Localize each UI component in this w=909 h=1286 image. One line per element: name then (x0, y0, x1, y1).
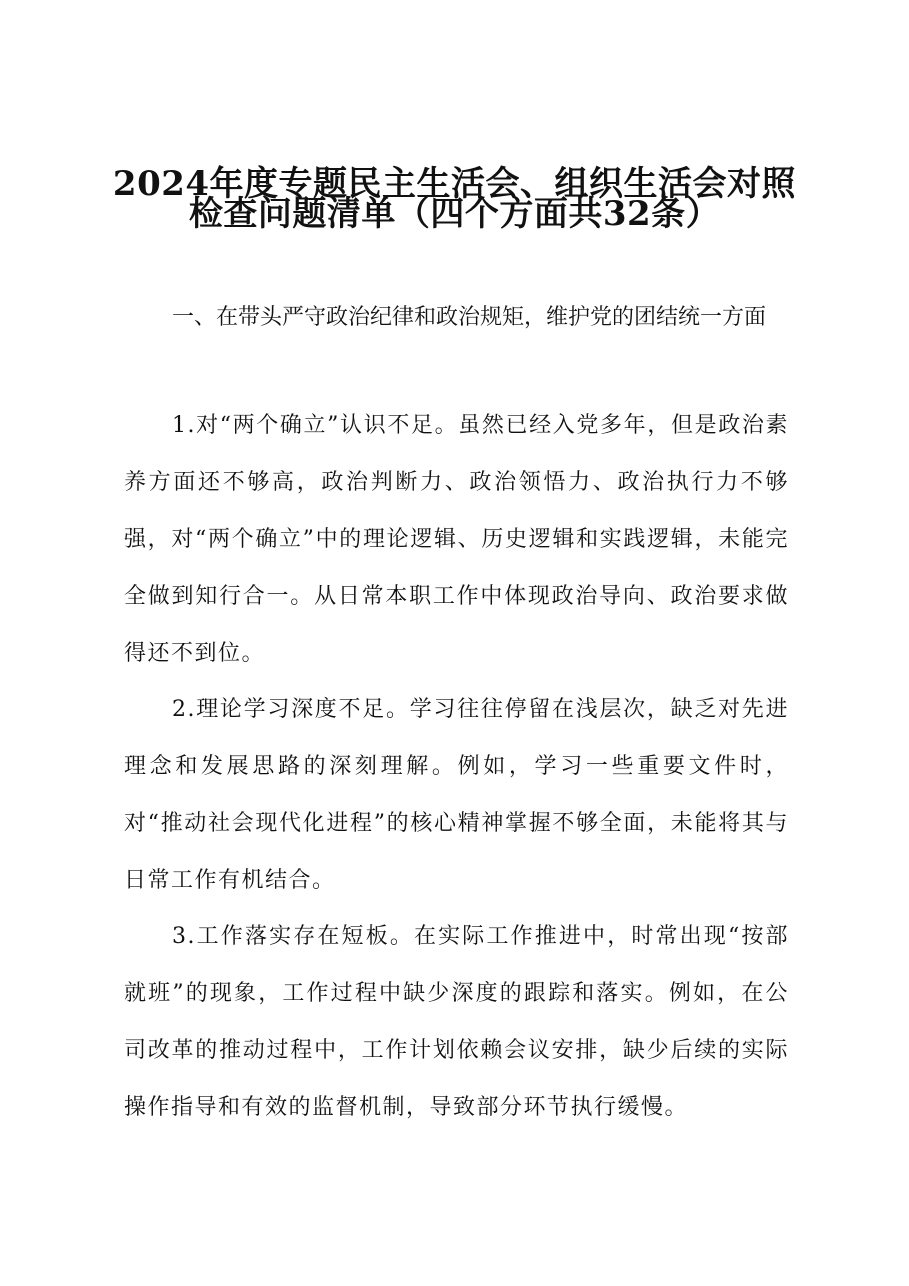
document-title-line-2: 检查问题清单（四个方面共32条） (188, 194, 721, 234)
section-heading: 一、在带头严守政治纪律和政治规矩，维护党的团结统一方面 (172, 305, 767, 330)
paragraph-2: 2.理论学习深度不足。学习往往停留在浅层次，缺乏对先进理念和发展思路的深刻理解。例如，学习一些重要文件时，对“推动社会现代化进程”的核心精神掌握不够全面，未能将其与日常工作有机结合。 (124, 697, 789, 893)
document-title-line-1: 2024年度专题民主生活会、组织生活会对照 (112, 164, 797, 204)
paragraph-3: 3.工作落实存在短板。在实际工作推进中，时常出现“按部就班”的现象，工作过程中缺少深度的跟踪和落实。例如，在公司改革的推动过程中，工作计划依赖会议安排，缺少后续的实际操作指导和有效的监督机制，导致部分环节执行缓慢。 (124, 924, 789, 1120)
paragraph-1: 1.对“两个确立”认识不足。虽然已经入党多年，但是政治素养方面还不够高，政治判断力、政治领悟力、政治执行力不够强，对“两个确立”中的理论逻辑、历史逻辑和实践逻辑，未能完全做到知行合一。从日常本职工作中体现政治导向、政治要求做得还不到位。 (124, 413, 789, 666)
